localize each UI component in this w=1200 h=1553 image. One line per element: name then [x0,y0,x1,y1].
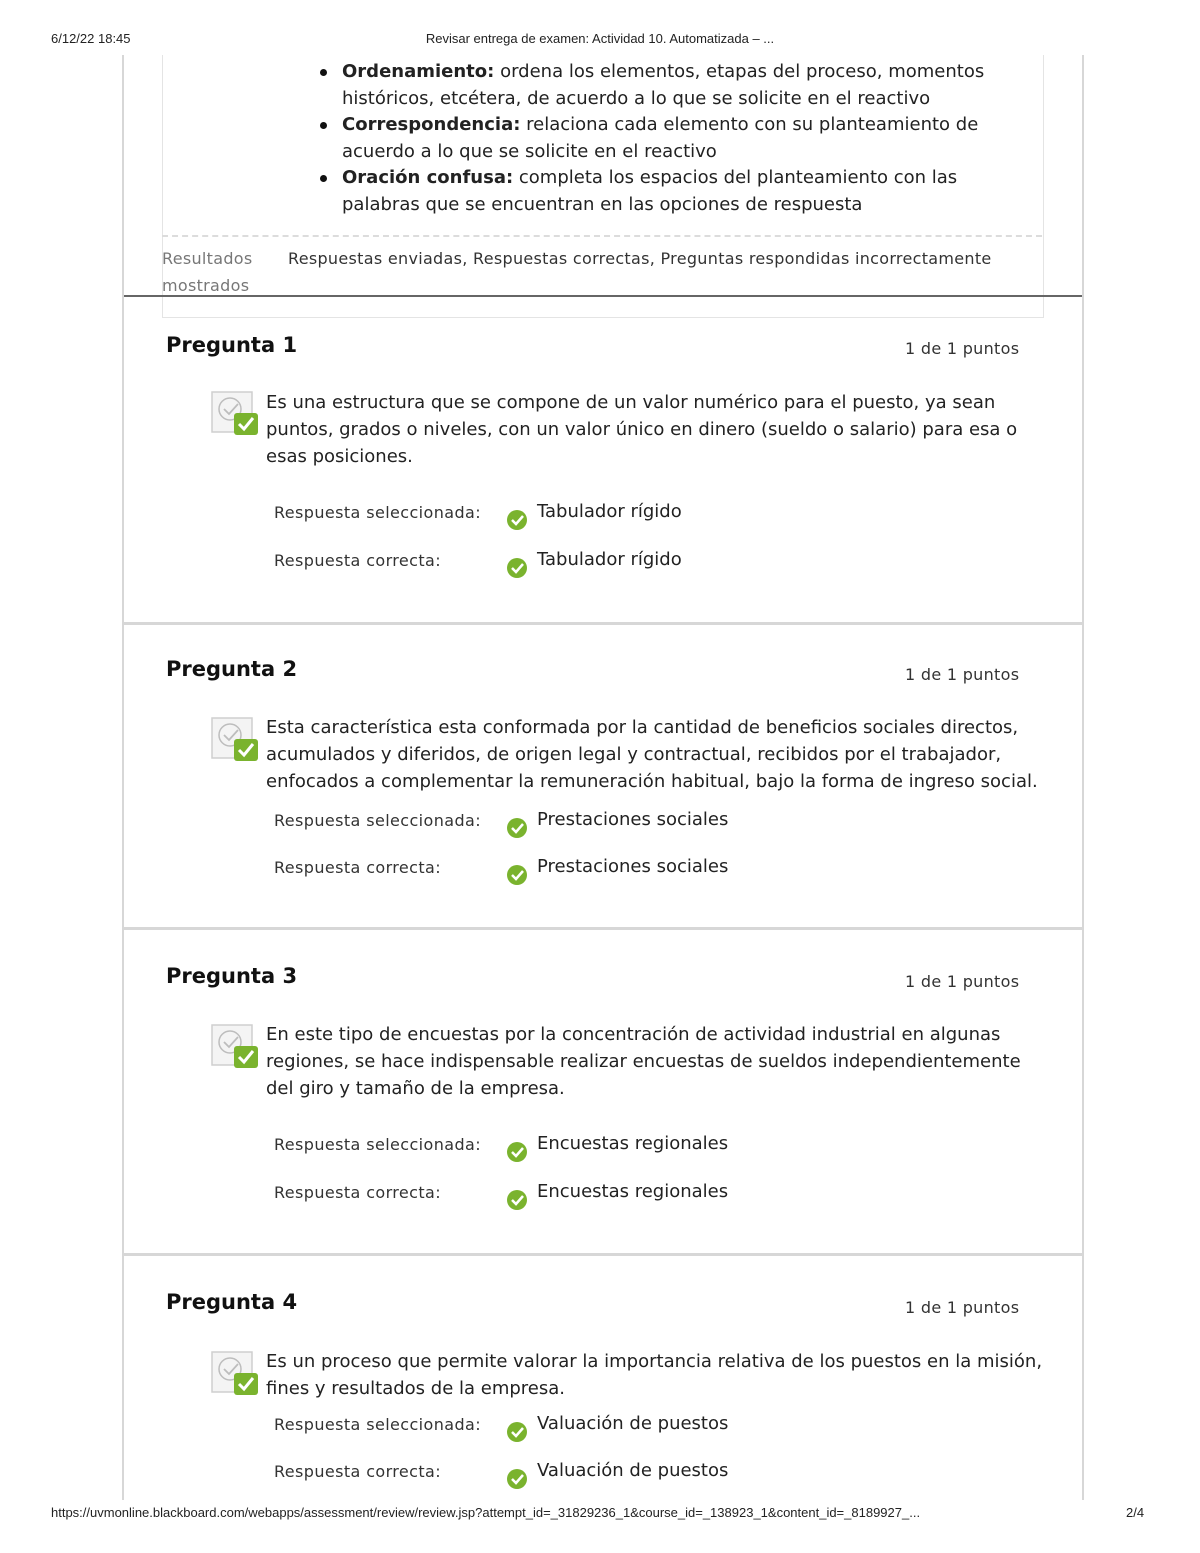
selected-answer-value: Prestaciones sociales [537,809,729,830]
question-title: Pregunta 1 [166,333,298,357]
instruction-item [302,112,1002,165]
correct-question-icon [210,1020,264,1072]
correct-answer-label: Respuesta correcta: [274,551,442,570]
instruction-item [302,165,1002,218]
correct-answer-label: Respuesta correcta: [274,1183,442,1202]
correct-answer-label: Respuesta correcta: [274,858,442,877]
bullet-icon [320,122,327,129]
check-icon [506,817,528,839]
instruction-term: Oración confusa: [342,167,514,188]
instruction-text: relaciona cada elemento con su planteamiento de acuerdo a lo que se solicite en el reactivo [342,114,979,162]
correct-question-icon [210,387,264,439]
results-shown-row [162,235,1042,297]
check-icon [506,1468,528,1490]
bullet-icon [320,175,327,182]
correct-question-icon [210,1347,264,1399]
instruction-term: Correspondencia: [342,114,521,135]
correct-answer-value: Prestaciones sociales [537,856,729,877]
instruction-item [302,59,1002,112]
question-points: 1 de 1 puntos [905,972,1020,991]
question-text: Esta característica esta conformada por la cantidad de beneficios sociales directos, acumulados y diferidos, de origen legal y contractual, recibidos por el trabajador, enfocados a complementar la remuneración habitual, bajo la forma de ingreso social. [266,717,1038,792]
instruction-text: ordena los elementos, etapas del proceso, momentos históricos, etcétera, de acuerdo a lo que se solicite en el reactivo [342,61,985,109]
results-shown-label: Resultados mostrados [162,249,253,295]
print-date: 6/12/22 18:45 [51,31,131,46]
question-title: Pregunta 3 [166,964,298,988]
selected-answer-label: Respuesta seleccionada: [274,503,482,522]
selected-answer-value: Tabulador rígido [537,501,682,522]
print-url: https://uvmonline.blackboard.com/webapps/assessment/review/review.jsp?attempt_id=_31829236_1&course_id=_138923_1&content_id=_8189927_... [51,1505,921,1520]
results-shown-value: Respuestas enviadas, Respuestas correctas, Preguntas respondidas incorrectamente [288,249,992,268]
correct-answer-value: Encuestas regionales [537,1181,729,1202]
question-block [124,927,1082,1254]
page-number: 2/4 [1126,1505,1145,1520]
correct-answer-value: Valuación de puestos [537,1460,729,1481]
selected-answer-label: Respuesta seleccionada: [274,1135,482,1154]
print-header [0,31,1200,51]
selected-answer-value: Valuación de puestos [537,1413,729,1434]
question-text: En este tipo de encuestas por la concentración de actividad industrial en algunas regiones, se hace indispensable realizar encuestas de sueldos independientemente del giro y tamaño de la empresa. [266,1024,1021,1099]
check-icon [506,557,528,579]
exam-review-frame [122,55,1084,1500]
instruction-term: Ordenamiento: [342,61,495,82]
selected-answer-label: Respuesta seleccionada: [274,1415,482,1434]
check-icon [506,864,528,886]
check-icon [506,1421,528,1443]
question-text: Es un proceso que permite valorar la importancia relativa de los puestos en la misión, fines y resultados de la empresa. [266,1351,1043,1399]
question-title: Pregunta 4 [166,1290,298,1314]
question-block [124,622,1082,928]
question-title: Pregunta 2 [166,657,298,681]
question-points: 1 de 1 puntos [905,339,1020,358]
print-footer [0,1505,1200,1525]
selected-answer-label: Respuesta seleccionada: [274,811,482,830]
selected-answer-value: Encuestas regionales [537,1133,729,1154]
instructions-list [302,59,1002,218]
correct-answer-label: Respuesta correcta: [274,1462,442,1481]
correct-question-icon [210,713,264,765]
question-block [124,1253,1082,1500]
question-text: Es una estructura que se compone de un valor numérico para el puesto, ya sean puntos, grados o niveles, con un valor único en dinero (sueldo o salario) para esa o esas posiciones. [266,392,1018,467]
print-title: Revisar entrega de examen: Actividad 10. Automatizada – ... [425,31,775,46]
question-points: 1 de 1 puntos [905,1298,1020,1317]
section-divider [124,295,1082,297]
correct-answer-value: Tabulador rígido [537,549,682,570]
question-block [124,317,1082,622]
check-icon [506,1141,528,1163]
check-icon [506,509,528,531]
check-icon [506,1189,528,1211]
instruction-text: completa los espacios del planteamiento con las palabras que se encuentran en las opciones de respuesta [342,167,958,215]
bullet-icon [320,69,327,76]
question-points: 1 de 1 puntos [905,665,1020,684]
